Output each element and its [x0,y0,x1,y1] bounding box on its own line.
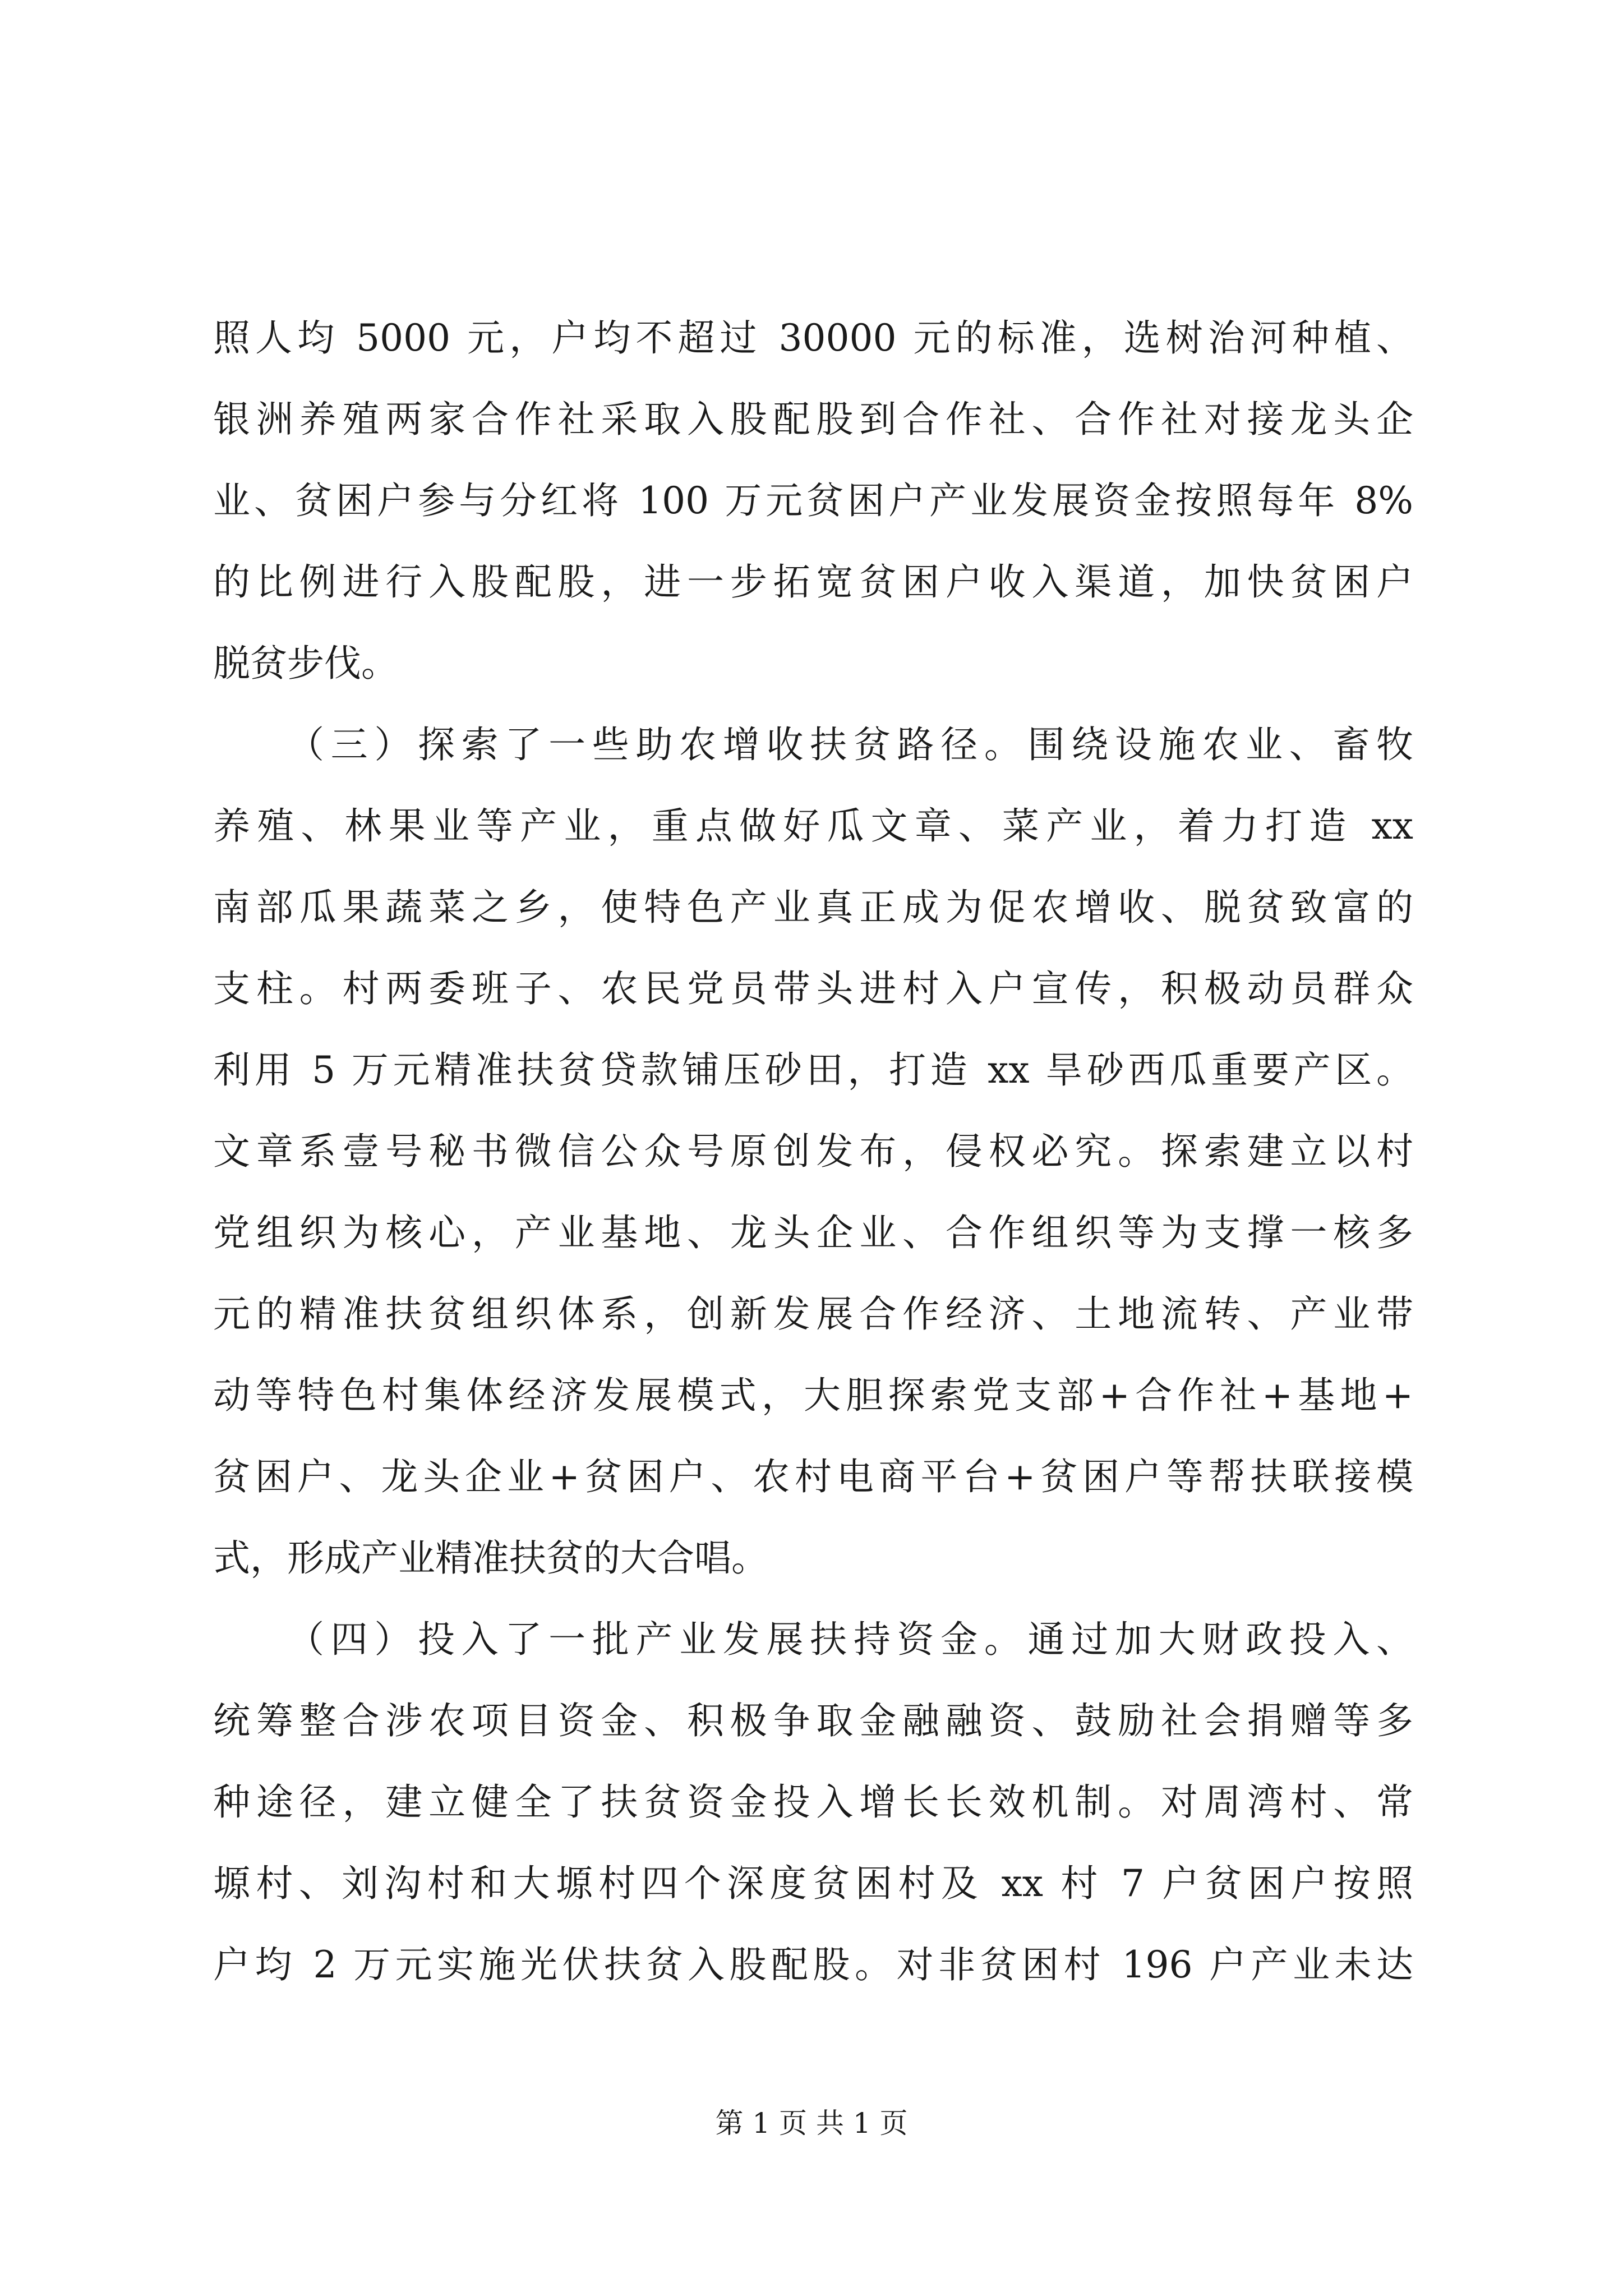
text-line: 银洲养殖两家合作社采取入股配股到合作社、合作社对接龙头企 [213,398,1413,441]
text-line: 动等特色村集体经济发展模式，大胆探索党支部+合作社+基地+ [213,1374,1413,1417]
text-line: 脱贫步伐。 [213,642,398,685]
text-line: 照人均 5000 元，户均不超过 30000 元的标准，选树治河种植、 [213,316,1413,360]
text-line: 塬村、刘沟村和大塬村四个深度贫困村及 xx 村 7 户贫困户按照 [213,1862,1413,1905]
text-line: 的比例进行入股配股，进一步拓宽贫困户收入渠道，加快贫困户 [213,560,1413,604]
text-line: 贫困户、龙头企业+贫困户、农村电商平台+贫困户等帮扶联接模 [213,1455,1413,1498]
text-line: 统筹整合涉农项目资金、积极争取金融融资、鼓励社会捐赠等多 [213,1699,1413,1742]
paragraph-heading-3: （三）探索了一些助农增收扶贫路径。围绕设施农业、畜牧 [287,723,1413,766]
text-line: 利用 5 万元精准扶贫贷款铺压砂田，打造 xx 旱砂西瓜重要产区。 [213,1048,1413,1092]
text-line: 业、贫困户参与分红将 100 万元贫困户产业发展资金按照每年 8% [213,479,1413,522]
text-line: 南部瓜果蔬菜之乡，使特色产业真正成为促农增收、脱贫致富的 [213,886,1413,929]
text-line: 种途径，建立健全了扶贫资金投入增长长效机制。对周湾村、常 [213,1780,1413,1824]
page-footer [0,2101,1623,2141]
paragraph-heading-4: （四）投入了一批产业发展扶持资金。通过加大财政投入、 [287,1618,1413,1661]
text-line: 户均 2 万元实施光伏扶贫入股配股。对非贫困村 196 户产业未达 [213,1943,1413,1986]
text-line: 养殖、林果业等产业，重点做好瓜文章、菜产业，着力打造 xx [213,804,1413,848]
page-number-label: 第 1 页 共 1 页 [715,2107,908,2139]
text-line: 党组织为核心，产业基地、龙头企业、合作组织等为支撑一核多 [213,1211,1413,1254]
text-line: 式，形成产业精准扶贫的大合唱。 [213,1536,768,1580]
text-line: 文章系壹号秘书微信公众号原创发布，侵权必究。探索建立以村 [213,1130,1413,1173]
text-line: 元的精准扶贫组织体系，创新发展合作经济、土地流转、产业带 [213,1292,1413,1336]
text-line: 支柱。村两委班子、农民党员带头进村入户宣传，积极动员群众 [213,967,1413,1010]
document-body [213,297,1413,2005]
